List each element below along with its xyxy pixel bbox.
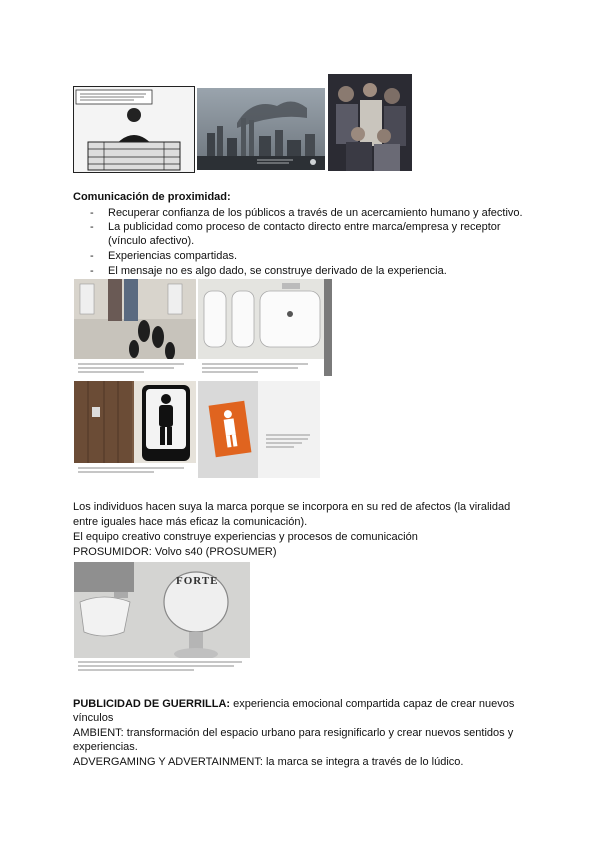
guerrilla-line-4: experiencias. [73,741,138,753]
guerrilla-line-3: AMBIENT: transformación del espacio urbano para resignificarlo y crear nuevos sentidos y [73,727,514,739]
forte-logo-text: FORTE [176,575,219,587]
bullet-item: La publicidad como proceso de contacto directo entre marca/empresa y receptor [108,221,501,233]
guerrilla-heading-rest: experiencia emocional compartida capaz de crear nuevos [230,698,515,710]
guerrilla-line-2: vínculos [73,712,114,724]
forte-mirror-image [74,562,250,676]
section-heading-proximidad: Comunicación de proximidad: [73,191,231,203]
footprints-floor-image [74,279,196,376]
section-heading-guerrilla: PUBLICIDAD DE GUERRILLA: [73,698,231,710]
bullet-item: Recuperar confianza de los públicos a través de un acercamiento humano y afectivo. [108,207,523,219]
paragraph-line: PROSUMIDOR: Volvo s40 (PROSUMER) [73,546,277,558]
cartoon-speaker-image [73,86,195,173]
orange-sign-image [198,381,320,478]
bullet-marker: - [90,250,94,262]
bullet-item: El mensaje no es algo dado, se construye derivado de la experiencia. [108,265,447,277]
paragraph-line: El equipo creativo construye experiencias y procesos de comunicación [73,531,418,543]
bullet-marker: - [90,221,94,233]
guerrilla-line-1 [73,697,514,712]
city-smoke-image [197,88,325,170]
paragraph-line: entre iguales hace más eficaz la comunicación). [73,516,308,528]
wood-door-sign-image [74,381,196,478]
guerrilla-line-5: ADVERGAMING Y ADVERTAINMENT: la marca se integra a través de lo lúdico. [73,756,464,768]
bullet-item-continuation: (vínculo afectivo). [108,235,195,247]
bullet-item: Experiencias compartidas. [108,250,238,262]
bullet-marker: - [90,265,94,277]
bullet-marker: - [90,207,94,219]
paragraph-line: Los individuos hacen suya la marca porque se incorpora en su red de afectos (la viralidad [73,501,511,513]
crowd-photo-image [328,74,412,171]
urinals-ad-image [198,279,332,376]
